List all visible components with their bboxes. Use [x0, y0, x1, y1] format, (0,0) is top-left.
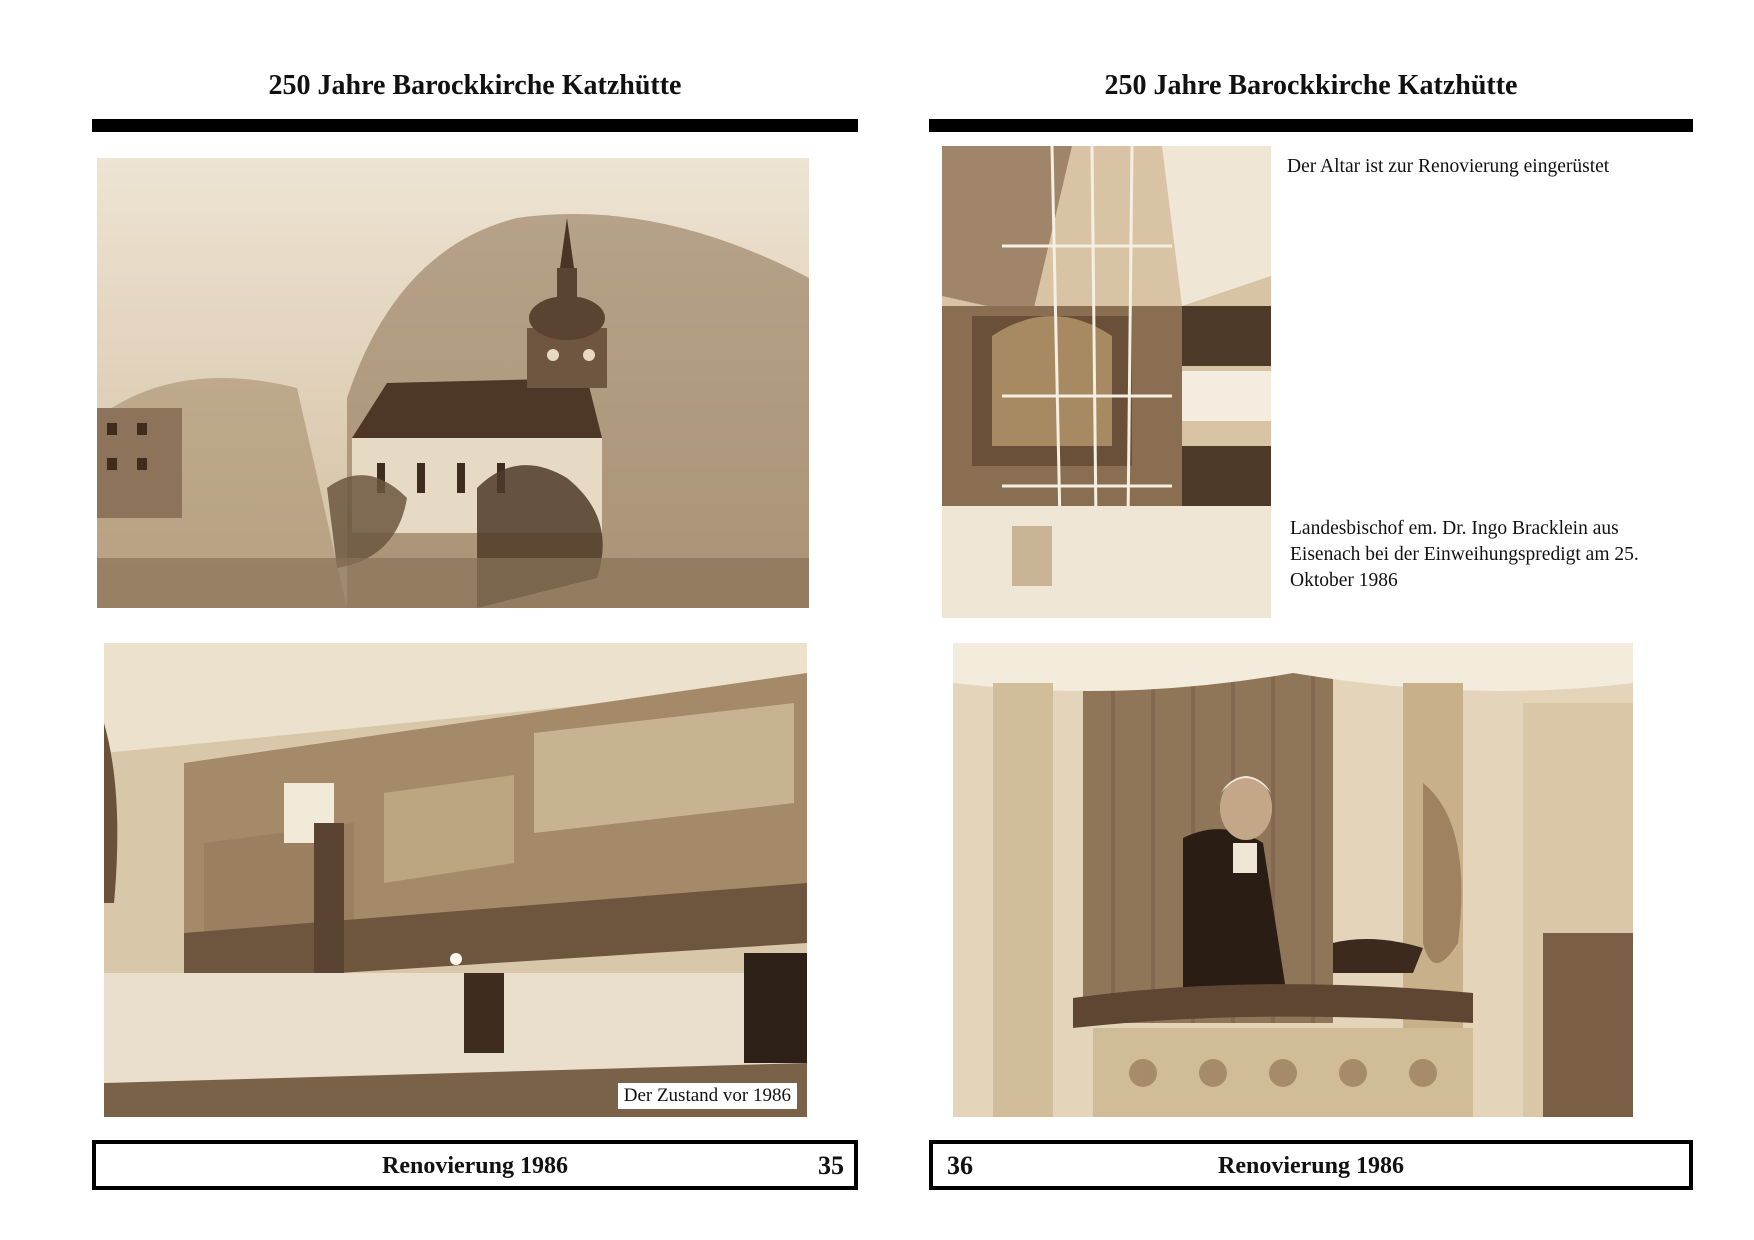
- bishop-pulpit-photo: [953, 643, 1633, 1117]
- right-header-title: 250 Jahre Barockkirche Katzhütte: [1104, 70, 1518, 101]
- altar-caption: Der Altar ist zur Renovierung eingerüstet: [1287, 156, 1610, 177]
- left-footer-title: Renovierung 1986: [382, 1153, 568, 1179]
- left-header-rule: [92, 119, 858, 132]
- left-page: [92, 0, 858, 1240]
- gallery-interior-photo: [104, 643, 807, 1117]
- right-page-number: 36: [947, 1151, 973, 1180]
- left-page-number: 35: [818, 1151, 844, 1180]
- right-page: [929, 0, 1693, 1240]
- right-footer-title: Renovierung 1986: [1218, 1153, 1404, 1179]
- right-header-rule: [929, 119, 1693, 132]
- before-condition-caption: Der Zustand vor 1986: [618, 1083, 797, 1109]
- right-footer-box: [929, 1140, 1693, 1190]
- church-exterior-photo: [97, 158, 809, 608]
- bishop-caption: Landesbischof em. Dr. Ingo Bracklein aus Eisenach bei der Einweihungspredigt am 25. Oktober 1986: [1290, 518, 1639, 591]
- scaffolded-altar-photo: [942, 146, 1271, 618]
- left-footer-box: [92, 1140, 858, 1190]
- left-header-title: 250 Jahre Barockkirche Katzhütte: [268, 70, 682, 101]
